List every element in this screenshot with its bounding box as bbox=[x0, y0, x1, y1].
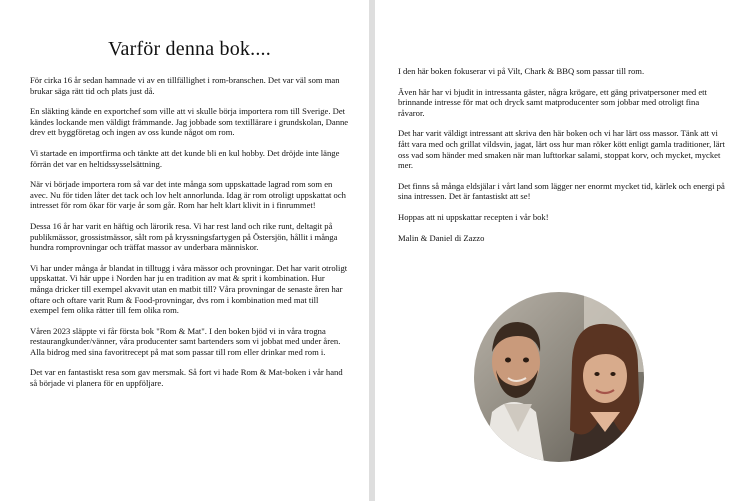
paragraph-10: Även här har vi bjudit in intressanta gäster, några krögare, ett gäng privatpersoner med ett brinnande intresse för mat och dryck samt matproducenter som jobbar med otroligt fina råvaror. bbox=[398, 86, 707, 118]
paragraph-6: Vi har under många år blandat in tilltugg i våra mässor och provningar. Det har varit otroligt uppskattat. Vi här uppe i Norden har ju en tradition av mat & sprit i kombination. Hur många dricker till exempel akvavit utan en matbit till? Våra provningar de senaste åren har oftare och oftare varit Rum & Food-provningar, dvs rom i kombination med mat till exempel fem olika rätter till fem olika rom. bbox=[30, 262, 348, 316]
paragraph-4: När vi började importera rom så var det inte många som uppskattade lagrad rom som en avec. Nu för tiden låter det tack och lov helt annorlunda. Idag är rom otroligt uppskattat och intresset för rom ökar för varje år som går. Rom har helt klart klivit in i finrummet! bbox=[30, 179, 346, 211]
paragraph-7: Våren 2023 släppte vi får första bok "Rom & Mat". I den boken bjöd vi in våra trogna restaurangkunder/vänner, våra producenter samt bartenders som vi jobbat med under åren. Alla bidrog med sina favoritrecept på mat som passar till rom eller drinkar med rom i. bbox=[30, 325, 341, 357]
author-portrait-photo bbox=[474, 292, 644, 462]
portrait-illustration-icon bbox=[474, 292, 644, 462]
left-page bbox=[0, 0, 369, 501]
paragraph-8: Det var en fantastiskt resa som gav mersmak. Så fort vi hade Rom & Mat-boken i vår hand så började vi planera för en uppföljare. bbox=[30, 367, 343, 389]
paragraph-1: För cirka 16 år sedan hamnade vi av en tillfällighet i rom-branschen. Det var väl som man brukar säga rätt tid och plats just då. bbox=[30, 75, 340, 96]
paragraph-9: I den här boken fokuserar vi på Vilt, Chark & BBQ som passar till rom. bbox=[398, 66, 645, 76]
right-page bbox=[375, 0, 746, 501]
paragraph-13: Hoppas att ni uppskattar recepten i vår bok! bbox=[398, 211, 549, 222]
paragraph-12: Det finns så många eldsjälar i vårt land som lägger ner enormt mycket tid, kärlek och energi på sina intressen. Det är fantastiskt att se! bbox=[398, 180, 725, 202]
paragraph-11: Det har varit väldigt intressant att skriva den här boken och vi har lärt oss massor. Tänk att vi fått vara med och grillat vildsvin, jagat, lärt oss hur man röker kött enligt gamla traditioner, lärt oss vad som händer med smaken när man lufttorkar salami, stoppat korv, och mycket, mycket mer. bbox=[398, 128, 725, 171]
signature: Malin & Daniel di Zazzo bbox=[398, 232, 485, 243]
page-title: Varför denna bok.... bbox=[108, 38, 271, 60]
paragraph-3: Vi startade en importfirma och tänkte att det kunde bli en kul hobby. Det dröjde inte länge förrän det var en heltidssysselsättning. bbox=[30, 147, 340, 169]
paragraph-5: Dessa 16 år har varit en häftig och lärorik resa. Vi har rest land och rike runt, deltagit på publikmässor, grossistmässor, sålt rom på kryssningsfartygen på Östersjön, hållit i många hundra romprovningar och träffat massor av underbara människor. bbox=[30, 220, 338, 253]
paragraph-2: En släkting kände en exportchef som ville att vi skulle börja importera rom till Sverige. Det kändes lockande men väldigt främmande. Jag jobbade som textillärare i grundskolan, Danne drev ett byggföretag och ingen av oss kunde något om rom. bbox=[30, 106, 349, 138]
